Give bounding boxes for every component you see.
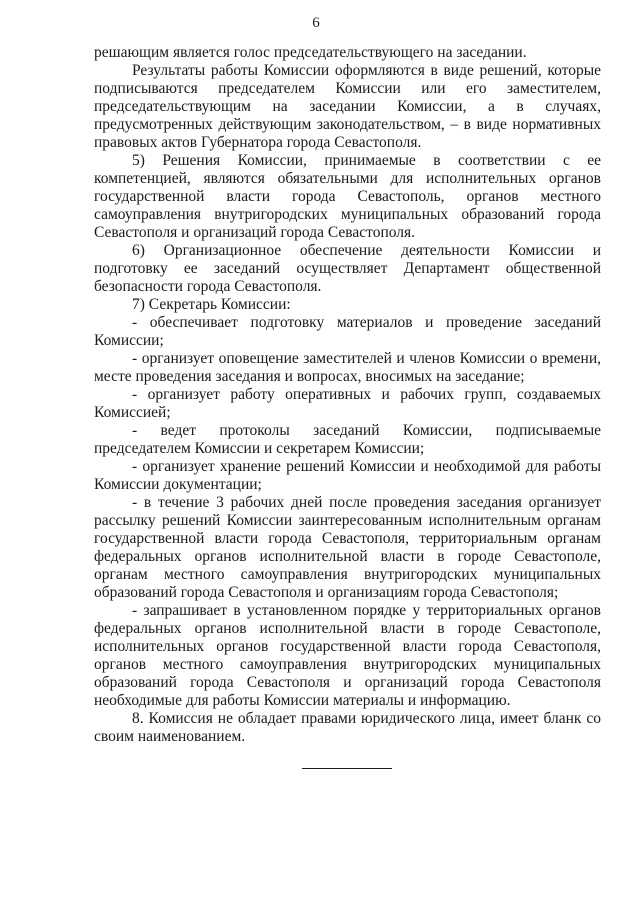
list-item-distribution: - в течение 3 рабочих дней после проведения заседания организует рассылку решений Комиссии заинтересованным исполнительным органам государственной власти города Севастополя, территориальным органам федеральных органов исполнительной власти в городе Севастополе, органам местного самоуправления внутригородских муниципальных образований города Севастополя и организациям города Севастополя; (94, 494, 601, 601)
end-separator-line (302, 768, 392, 769)
paragraph-item-8-legal-status: 8. Комиссия не обладает правами юридического лица, имеет бланк со своим наименованием. (94, 710, 601, 745)
list-item-working-groups: - организует работу оперативных и рабочих групп, создаваемых Комиссией; (94, 386, 601, 421)
list-item-notify-members: - организует оповещение заместителей и членов Комиссии о времени, месте проведения заседания и вопросах, вносимых на заседание; (94, 350, 601, 385)
list-item-minutes: - ведет протоколы заседаний Комиссии, подписываемые председателем Комиссии и секретарем Комиссии; (94, 422, 601, 457)
paragraph-commission-results: Результаты работы Комиссии оформляются в виде решений, которые подписываются председателем Комиссии или его заместителем, председательствующим на заседании Комиссии, а в случаях, предусмотренных действующим законодательством, – в виде нормативных правовых актов Губернатора города Севастополя. (94, 62, 601, 151)
list-item-storage: - организует хранение решений Комиссии и необходимой для работы Комиссии документации; (94, 458, 601, 493)
paragraph-chairman-vote: решающим является голос председательствующего на заседании. (94, 44, 527, 61)
document-body (94, 44, 601, 746)
paragraph-item-6-organization: 6) Организационное обеспечение деятельности Комиссии и подготовку ее заседаний осуществляет Департамент общественной безопасности города Севастополя. (94, 242, 601, 295)
page-number: 6 (312, 15, 320, 31)
list-item-prepare-materials: - обеспечивает подготовку материалов и проведение заседаний Комиссии; (94, 314, 601, 349)
list-item-requests: - запрашивает в установленном порядке у территориальных органов федеральных органов исполнительной власти в городе Севастополе, исполнительных органов государственной власти города Севастополя, органов местного самоуправления внутригородских муниципальных образований города Севастополя и организаций города Севастополя необходимые для работы Комиссии материалы и информацию. (94, 602, 601, 709)
paragraph-item-5-decisions: 5) Решения Комиссии, принимаемые в соответствии с ее компетенцией, являются обязательными для исполнительных органов государственной власти города Севастополь, органов местного самоуправления внутригородских муниципальных образований города Севастополя и организаций города Севастополя. (94, 152, 601, 241)
paragraph-item-7-secretary: 7) Секретарь Комиссии: (132, 296, 291, 313)
